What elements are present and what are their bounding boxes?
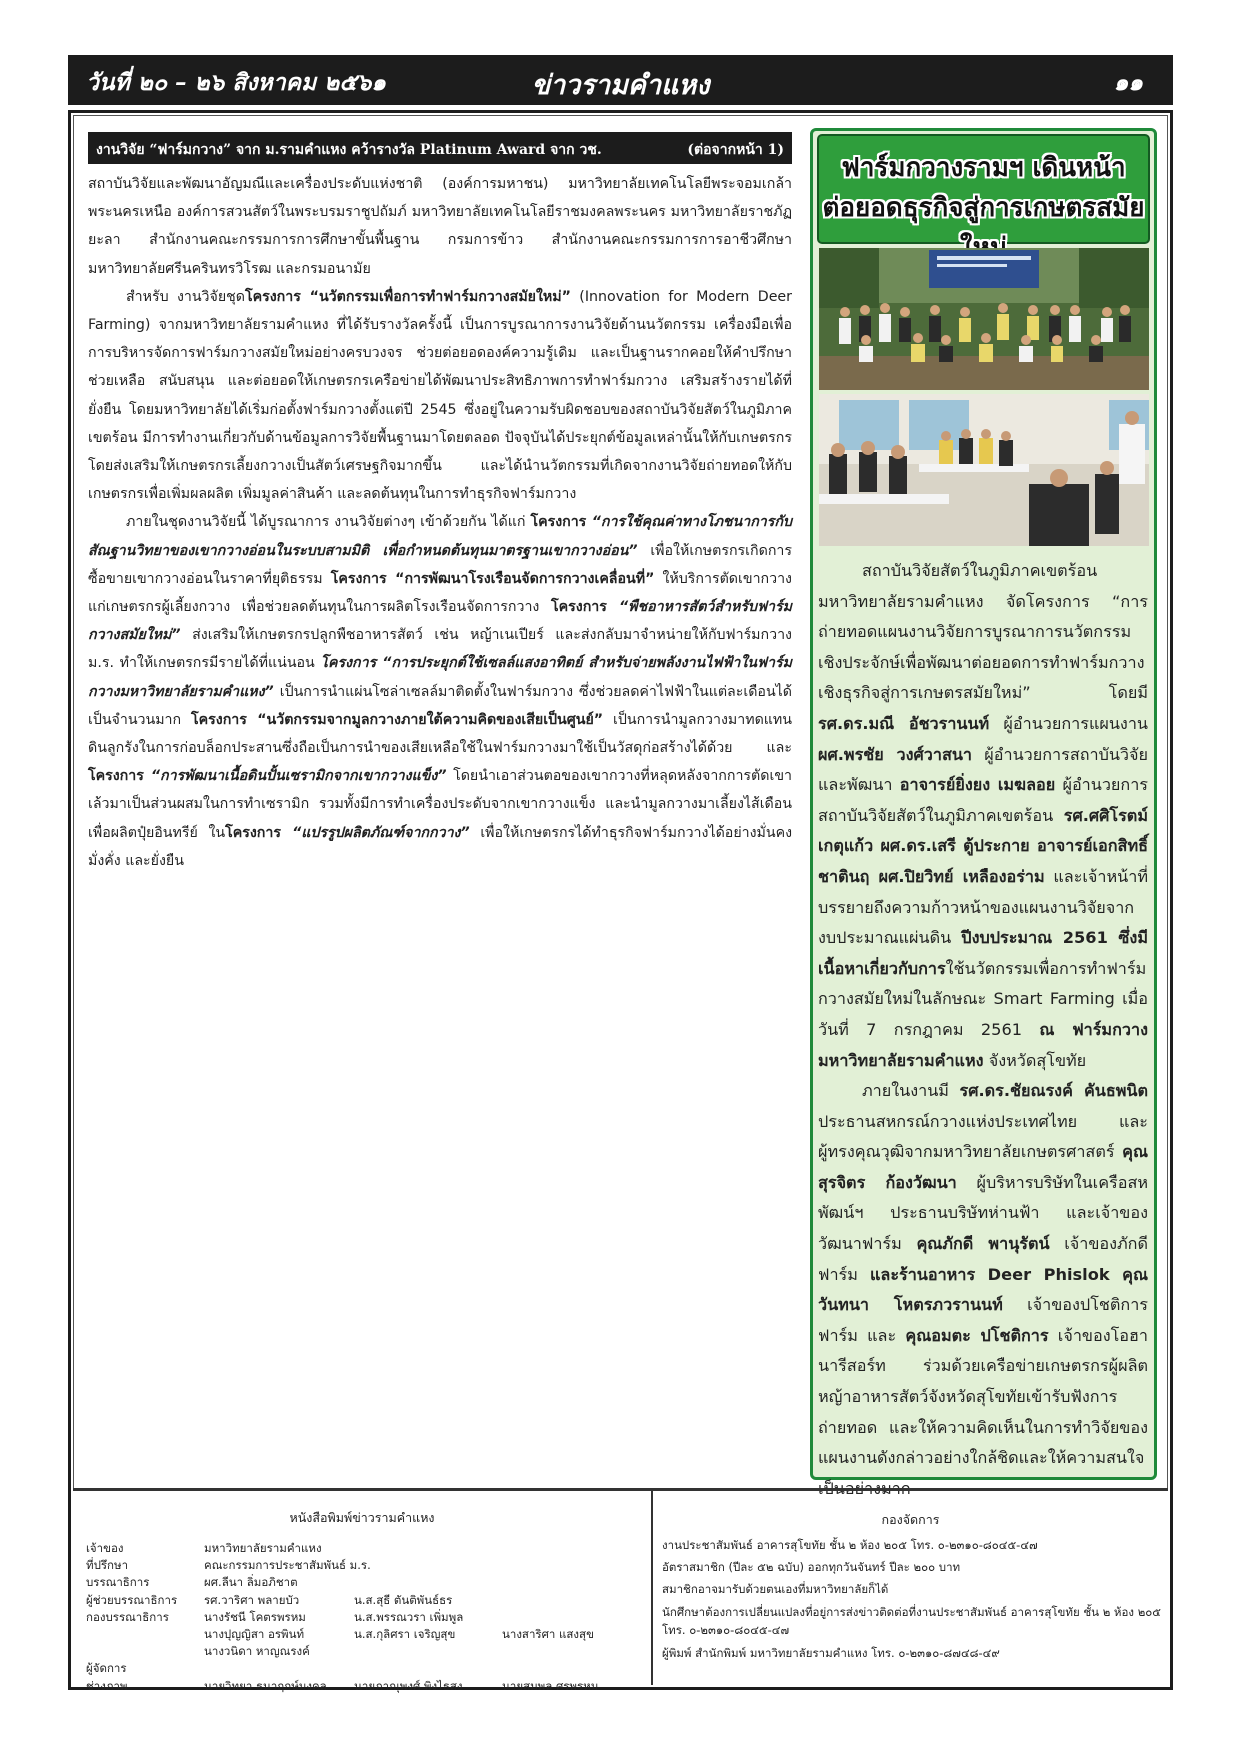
article-title-bar [88, 132, 792, 164]
project-name: โครงการ “นวัตกรรมเพื่อการทำฟาร์มกวางสมัยใหม่” [245, 288, 571, 305]
management-line: นักศึกษาต้องการเปลี่ยนแปลงที่อยู่การส่งข่าวติดต่อที่งานประชาสัมพันธ์ อาคารสุโขทัย ชั้น ๒ ห้อง ๒๐๕ โทร. ๐-๒๓๑๐-๘๐๔๕-๔๗ [662, 1605, 1161, 1637]
masthead-name: นายวิทยา ธนาฤกษ์มงคล [204, 1678, 327, 1693]
management-line: อัตราสมาชิก (ปีละ ๕๒ ฉบับ) ออกทุกวันจันทร์ ปีละ ๒๐๐ บาท [662, 1560, 961, 1574]
masthead-role: ผู้จัดการ [86, 1661, 127, 1676]
article-paragraph-1: สถาบันวิจัยและพัฒนาอัญมณีและเครื่องประดับแห่งชาติ (องค์การมหาชน) มหาวิทยาลัยเทคโนโลยีพระจอมเกล้าพระนครเหนือ องค์การสวนสัตว์ในพระบรมราชูปถัมภ์ มหาวิทยาลัยเทคโนโลยีราชมงคลพระนคร มหาวิทยาลัยราชภัฏยะลา สำนักงานคณะกรรมการการศึกษาขั้นพื้นฐาน กรมการข้าว สำนักงานคณะกรรมการการอาชีวศึกษา มหาวิทยาลัยศรีนครินทรวิโรฒ และกรมอนามัย [88, 176, 792, 277]
masthead-role: บรรณาธิการ [86, 1575, 150, 1590]
masthead-name: น.ส.กุลิศรา เจริญสุข [354, 1627, 456, 1641]
management-line: สมาชิกอาจมารับด้วยตนเองที่มหาวิทยาลัยก็ได้ [662, 1582, 889, 1596]
masthead-name: นางรัชนี โคตรพรหม [204, 1609, 306, 1624]
masthead-name: นางปุญญิสา อรพินท์ [204, 1627, 305, 1641]
masthead-name: น.ส.สุธี ตันติพันธ์ธร [354, 1592, 453, 1607]
continued-from-label: (ต่อจากหน้า 1) [687, 142, 784, 158]
masthead-name: น.ส.พรรณวรา เพิ่มพูล [354, 1609, 464, 1624]
article-paragraph-3: ภายในชุดงานวิจัยนี้ ได้บูรณาการ งานวิจัยต่างๆ เข้าด้วยกัน ได้แก่ โครงการ “การใช้คุณค่าทางโภชนาการกับสัณฐานวิทยาของเขากวางอ่อนในระบบสามมิติ เพื่อกำหนดต้นทุนมาตรฐานเขากวางอ่อน” เพื่อให้เกษตรกรเกิดการซื้อขายเขากวางอ่อนในราคาที่ยุติธรรม โครงการ “การพัฒนาโรงเรือนจัดการกวางเคลื่อนที่” ให้บริการตัดเขากวางแก่เกษตรกรผู้เลี้ยงกวาง เพื่อช่วยลดต้นทุนในการผลิตโรงเรือนจัดการกวาง โครงการ “พืชอาหารสัตว์สำหรับฟาร์มกวางสมัยใหม่” ส่งเสริมให้เกษตรกรปลูกพืชอาหารสัตว์ เช่น หญ้าเนเปียร์ และส่งกลับมาจำหน่ายให้กับฟาร์มกวาง ม.ร. ทำให้เกษตรกรมีรายได้ที่แน่นอน โครงการ “การประยุกต์ใช้เซลล์แสงอาทิตย์ สำหรับจ่ายพลังงานไฟฟ้าในฟาร์มกวางมหาวิทยาลัยรามคำแหง” เป็นการนำแผ่นโซล่าเซลล์มาติดตั้งในฟาร์มกวาง ซึ่งช่วยลดค่าไฟฟ้าในแต่ละเดือนได้เป็นจำนวนมาก โครงการ “นวัตกรรมจากมูลกวางภายใต้ความคิดของเสียเป็นศูนย์” เป็นการนำมูลกวางมาทดแทนดินลูกรังในการก่อบล็อกประสานซึ่งถือเป็นการนำของเสียเหลือใช้ในฟาร์มกวางมาใช้เป็นวัสดุก่อสร้างได้ด้วย และโครงการ “การพัฒนาเนื้อดินปั้นเซรามิกจากเขากวางแข็ง” โดยนำเอาส่วนตอของเขากวางที่หลุดหลังจากการตัดเขาเล้วมาเป็นส่วนผสมในการทำเซรามิก รวมทั้งมีการทำเครื่องประดับจากเขากวางแข็ง และนำมูลกวางมาเลี้ยงไส้เดือนเพื่อผลิตปุ๋ยอินทรีย์ ในโครงการ “แปรรูปผลิตภัณฑ์จากกวาง” เพื่อให้เกษตรกรได้ทำธุรกิจฟาร์มกวางได้อย่างมั่นคง มั่งคั่ง และยั่งยืน [88, 514, 792, 869]
sidebar-headline [817, 134, 1150, 244]
article-body [88, 170, 792, 875]
management-line: ผู้พิมพ์ สำนักพิมพ์ มหาวิทยาลัยรามคำแหง โทร. ๐-๒๓๑๐-๘๗๔๘-๔๙ [662, 1646, 1000, 1660]
meeting-photo [819, 394, 1149, 546]
masthead-name: คณะกรรมการประชาสัมพันธ์ ม.ร. [204, 1558, 371, 1573]
page-header [68, 55, 1173, 105]
masthead-title: หนังสือพิมพ์ข่าวรามคำแหง [289, 1510, 435, 1525]
management-title: กองจัดการ [881, 1512, 940, 1527]
masthead-name: นายสมพล ศรพรหม [502, 1678, 599, 1693]
sidebar-headline-line-1: ฟาร์มกวางรามฯ เดินหน้า [841, 153, 1126, 183]
masthead-name: ผศ.ลีนา ลิ่มอภิชาต [204, 1575, 298, 1590]
masthead-role: ผู้ช่วยบรรณาธิการ [86, 1592, 178, 1607]
masthead-role: กองบรรณาธิการ [86, 1609, 169, 1624]
issue-date: วันที่ ๒๐ – ๒๖ สิงหาคม ๒๕๖๑ [86, 69, 386, 96]
sidebar-headline-line-2: ต่อยอดธุรกิจสู่การเกษตรสมัย [822, 193, 1145, 223]
masthead-name: รศ.วาริศา พลายบัว [204, 1592, 300, 1607]
masthead-name: นายภาณุพงศ์ พิงไธสง [354, 1678, 463, 1693]
article-title: งานวิจัย “ฟาร์มกวาง” จาก ม.รามคำแหง คว้ารางวัล Platinum Award จาก วช. [96, 142, 602, 158]
masthead-role: เจ้าของ [86, 1541, 124, 1555]
newspaper-title: ข่าวรามคำแหง [531, 70, 710, 101]
footer-divider-line [73, 1488, 1168, 1491]
sidebar-body [818, 556, 1148, 1504]
masthead-name: นางวนิดา หาญณรงค์ [204, 1644, 310, 1659]
sidebar-paragraph-2: ภายในงานมี รศ.ดร.ชัยณรงค์ คันธพนิต ประธานสหกรณ์กวางแห่งประเทศไทย และผู้ทรงคุณวุฒิจากมหาวิทยาลัยเกษตรศาสตร์ คุณสุรจิตร ก้องวัฒนา ผู้บริหารบริษัทในเครือสหพัฒน์ฯ ประธานบริษัทห่านฟ้า และเจ้าของวัฒนาฟาร์ม คุณภักดี พานุรัตน์ เจ้าของภักดีฟาร์ม และร้านอาหาร Deer Phislok คุณวันทนา โหตรภวรานนท์ เจ้าของปโชติการฟาร์ม และ คุณอมตะ ปโชติการ เจ้าของโอฮานารีสอร์ท ร่วมด้วยเครือข่ายเกษตรกรผู้ผลิตหญ้าอาหารสัตว์จังหวัดสุโขทัยเข้ารับฟังการถ่ายทอด และให้ความคิดเห็นในการทำวิจัยของแผนงานดังกล่าวอย่างใกล้ชิดและให้ความสนใจ [818, 1081, 1148, 1468]
group-photo [819, 248, 1149, 390]
sidebar-paragraph-1: สถาบันวิจัยสัตว์ในภูมิภาคเขตร้อน มหาวิทยาลัยรามคำแหง จัดโครงการ “การถ่ายทอดแผนงานวิจัยการบูรณาการนวัตกรรมเชิงประจักษ์เพื่อพัฒนาต่อยอดการทำฟาร์มกวางเชิงธุรกิจสู่การเกษตรสมัยใหม่” โดยมี รศ.ดร.มณี อัชวรานนท์ ผู้อำนวยการแผนงาน ผศ.พรชัย วงศ์วาสนา ผู้อำนวยการสถาบันวิจัยและพัฒนา อาจารย์ยิ่งยง เมฆลอย ผู้อำนวยการสถาบันวิจัยสัตว์ในภูมิภาคเขตร้อน รศ.ศศิโรตม์ เกตุแก้ว ผศ.ดร.เสรี ตู้ประกาย อาจารย์เอกสิทธิ์ ชาตินฤ ผศ.ปิยวิทย์ เหลืองอร่าม และเจ้าหน้าที่ บรรยายถึงความก้าวหน้าของแผนงานวิจัยจากงบประมาณแผ่นดิน ปีงบประมาณ 2561 ซึ่งมีเนื้อหาเกี่ยวกับการใช้นวัตกรรมเพื่อการทำฟาร์มกวางสมัยใหม่ในลักษณะ Smart Farming เมื่อวันที่ 7 กรกฎาคม 2561 ณ ฟาร์มกวางมหาวิทยาลัยรามคำแหง จังหวัดสุโขทัย [818, 561, 1148, 1070]
masthead-role: ช่างภาพ [86, 1678, 128, 1693]
page-number: ๑๑ [1113, 69, 1143, 96]
masthead-name: นางสาริศา แสงสุข [502, 1627, 594, 1641]
masthead-role: ที่ปรึกษา [86, 1558, 129, 1573]
management-line: งานประชาสัมพันธ์ อาคารสุโขทัย ชั้น ๒ ห้อง ๒๐๕ โทร. ๐-๒๓๑๐-๘๐๔๕-๔๗ [662, 1538, 1038, 1552]
masthead-name: มหาวิทยาลัยรามคำแหง [204, 1541, 322, 1555]
article-paragraph-2: สำหรับ งานวิจัยชุดโครงการ “นวัตกรรมเพื่อการทำฟาร์มกวางสมัยใหม่” (Innovation for Modern Deer Farming) จากมหาวิทยาลัยรามคำแหง ที่ได้รับรางวัลครั้งนี้ เป็นการบูรณาการงานวิจัยด้านนวัตกรรม เครื่องมือเพื่อการบริหารจัดการฟาร์มกวางสมัยใหม่อย่างครบวงจร ช่วยต่อยอดองค์ความรู้เดิม และเป็นฐานรากคอยให้คำปรึกษา ช่วยเหลือ สนับสนุน และต่อยอดให้เกษตรกรเครือข่ายได้พัฒนาประสิทธิภาพการทำฟาร์มกวาง เสริมสร้างรายได้ที่ยั่งยืน โดยมหาวิทยาลัยได้เริ่มก่อตั้งฟาร์มกวางตั้งแต่ปี 2545 ซึ่งอยู่ในความรับผิดชอบของสถาบันวิจัยสัตว์ในภูมิภาคเขตร้อน มีการทำงานเกี่ยวกับด้านข้อมูลการวิจัยพื้นฐานมาโดยตลอด ปัจจุบันได้ประยุกต์ข้อมูลเหล่านั้นให้กับเกษตรกร โดยส่งเสริมให้เกษตรกรเลี้ยงกวางเป็นสัตว์เศรษฐกิจมากขึ้น และได้นำนวัตกรรมที่เกิดจากงานวิจัยถ่ายทอดให้กับเกษตรกรเพื่อเพิ่มผลผลิต เพิ่มมูลค่าสินค้า และลดต้นทุนในการทำธุรกิจฟาร์มกวาง [88, 288, 792, 503]
